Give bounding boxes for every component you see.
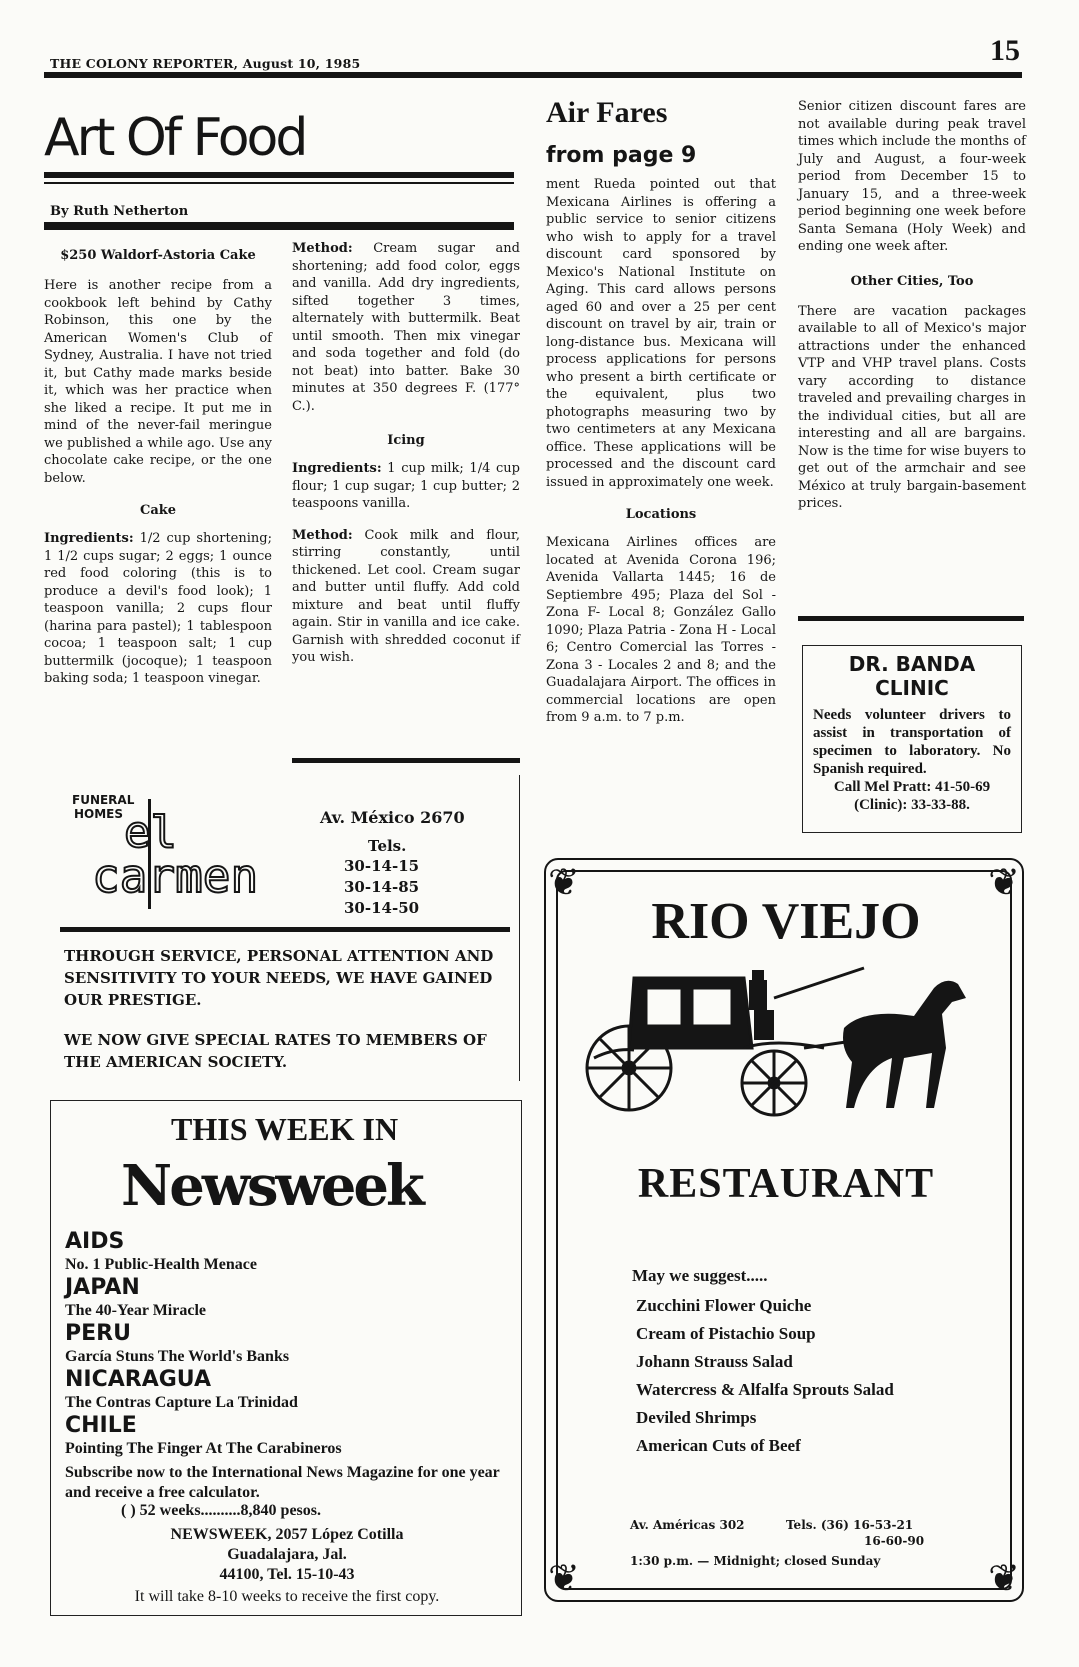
news-item-nicaragua [65, 1367, 505, 1413]
funeral-tel-1: 30-14-15 [344, 857, 420, 875]
carriage-illustration [574, 958, 994, 1128]
menu-item: Johann Strauss Salad [636, 1352, 793, 1371]
menu-list [636, 1292, 894, 1460]
page-number: 15 [990, 34, 1020, 67]
news-item-peru [65, 1321, 505, 1367]
news-label: AIDS [65, 1229, 125, 1254]
menu-suggest: May we suggest..... [632, 1266, 768, 1285]
clinic-ad [802, 645, 1022, 833]
air-end-rule [798, 616, 1024, 621]
news-label: NICARAGUA [65, 1367, 212, 1392]
newsweek-subscribe: Subscribe now to the International News Magazine for one year and receive a free calculator. [65, 1464, 500, 1501]
icing-ingredients: Ingredients: 1 cup milk; 1/4 cup flour; 1 cup sugar; 1 cup butter; 2 teaspoons vanilla. [292, 461, 520, 511]
funeral-tel-2: 30-14-85 [344, 878, 420, 896]
air-column-2 [798, 98, 1026, 513]
newsweek-order: ( ) 52 weeks..........8,840 pesos. [121, 1502, 321, 1519]
logo-el: el [124, 807, 177, 858]
ornament-top-left-icon: ❦ [548, 860, 580, 904]
cake-ingredients: Ingredients: 1/2 cup shortening; 1 1/2 cups sugar; 2 eggs; 1 ounce red food coloring (this is to produce a devil's food look); 1 teaspoon vanilla; 2 cups flour (harina para pastel); 1 tablespoon cocoa; 1 teaspoon salt; 1 cup buttermilk (jocoque); 1 teaspoon baking soda; 1 teaspoon vinegar. [44, 531, 272, 686]
funeral-address: Av. México 2670 [320, 808, 465, 827]
intro-paragraph: Here is another recipe from a cookbook left behind by Cathy Robinson, this one by the American Women's Club of Sydney, Australia. I have not tried it, but Cathy made marks beside it, which was her practice when she liked a recipe. It put me in mind of the never-fail meringue we published a while ago. Use any chocolate cake recipe, or the one below. [44, 278, 272, 486]
byline-rule [44, 222, 514, 230]
food-end-rule [292, 758, 520, 763]
ornament-bottom-right-icon: ❦ [988, 1556, 1020, 1600]
newsweek-logo: Newsweek [121, 1153, 422, 1219]
clinic-phone: (Clinic): 33-33-88. [854, 797, 970, 813]
clinic-call: Call Mel Pratt: 41-50-69 [833, 779, 991, 795]
news-sub: Pointing The Finger At The Carabineros [65, 1440, 342, 1457]
logo-homes: HOMES [74, 807, 124, 821]
news-item-chile [65, 1413, 505, 1459]
funeral-line-1: THROUGH SERVICE, PERSONAL ATTENTION AND SENSITIVITY TO YOUR NEEDS, WE HAVE GAINED OUR PRESTIGE. [64, 947, 494, 1009]
air-paragraph-4: There are vacation packages available to all of Mexico's major attractions under the enhanced VTP and VHP travel plans. Costs vary according to distance traveled and prevailing charges in the individual cities, but all are interesting and all are bargains. Now is the time for wise buyers to get out of the armchair and see México at truly bargain-basement prices. [798, 303, 1026, 511]
news-label: CHILE [65, 1413, 137, 1438]
news-item-aids [65, 1229, 505, 1275]
cake-heading: Cake [139, 503, 177, 518]
funeral-divider [60, 927, 510, 932]
newsweek-addr-2: Guadalajara, Jal. [227, 1546, 347, 1563]
clinic-title-2: CLINIC [875, 676, 949, 700]
news-sub: The 40-Year Miracle [65, 1302, 206, 1319]
locations-heading: Locations [625, 507, 697, 522]
clinic-body: Needs volunteer drivers to assist in transportation of specimen to laboratory. No Spanish required. [813, 707, 1011, 777]
funeral-line-2: WE NOW GIVE SPECIAL RATES TO MEMBERS OF THE AMERICAN SOCIETY. [64, 1031, 487, 1071]
food-column-1 [44, 238, 272, 688]
news-sub: No. 1 Public-Health Menace [65, 1256, 257, 1273]
logo-carmen: carmen [92, 849, 259, 903]
newsweek-ad [50, 1100, 522, 1616]
air-fares-title: Air Fares [546, 96, 668, 129]
restaurant-name: RIO VIEJO [651, 893, 921, 950]
ornament-top-right-icon: ❦ [988, 860, 1020, 904]
title-rule [44, 172, 514, 178]
other-cities-heading: Other Cities, Too [850, 273, 974, 289]
menu-item: Watercress & Alfalfa Sprouts Salad [636, 1380, 894, 1399]
air-column-1 [546, 176, 776, 727]
news-sub: García Stuns The World's Banks [65, 1348, 290, 1365]
ornament-bottom-left-icon: ❦ [548, 1556, 580, 1600]
menu-item: American Cuts of Beef [636, 1436, 801, 1455]
air-paragraph-3: Senior citizen discount fares are not available during peak travel times which include the months of July and August, a four-week period from December 15 to January 15, and a three-week period beginning one week before Santa Semana (Holy Week) and ending one week after. [798, 99, 1026, 254]
restaurant-tels: Tels. (36) 16-53-21 [786, 1518, 914, 1532]
icing-heading: Icing [387, 433, 425, 448]
funeral-tels-label: Tels. [368, 837, 407, 855]
cake-method: Method: Cream sugar and shortening; add food color, eggs and vanilla. Add dry ingredients, sifted together 3 times, alternately with buttermilk. Beat until smooth. Then mix vinegar and soda together and fold (do not beat) into batter. Bake 30 minutes at 350 degrees F. (177° C.). [292, 241, 520, 414]
logo-funeral: FUNERAL [72, 793, 135, 807]
restaurant-hours: 1:30 p.m. — Midnight; closed Sunday [630, 1554, 881, 1568]
food-column-2 [292, 240, 520, 667]
funeral-tel-3: 30-14-50 [344, 899, 420, 917]
menu-item: Zucchini Flower Quiche [636, 1296, 812, 1315]
restaurant-address: Av. Américas 302 [630, 1518, 745, 1532]
menu-item: Cream of Pistachio Soup [636, 1324, 816, 1343]
menu-item: Deviled Shrimps [636, 1408, 757, 1427]
air-paragraph-2: Mexicana Airlines offices are located at Avenida Corona 196; Avenida Vallarta 1445; 16 de Septiembre 495; Plaza del Sol - Zona F- Local 8; González Gallo 1090; Plaza Patria - Zona H - Local 6; Centro Comercial las Torres - Zona 3 - Locales 2 and 8; and the Guadalajara Airport. The offices in commercial locations are open from 9 a.m. to 7 p.m. [546, 535, 776, 725]
air-fares-subtitle: from page 9 [546, 143, 697, 168]
newsweek-addr-1: NEWSWEEK, 2057 López Cotilla [170, 1526, 404, 1543]
funeral-ad [50, 775, 520, 1081]
news-label: PERU [65, 1321, 131, 1346]
funeral-logo [64, 793, 324, 913]
newsweek-addr-3: 44100, Tel. 15-10-43 [219, 1566, 355, 1583]
restaurant-kind: RESTAURANT [637, 1161, 935, 1207]
news-label: JAPAN [65, 1275, 140, 1300]
news-item-japan [65, 1275, 505, 1321]
newsweek-header: THIS WEEK IN [171, 1111, 399, 1147]
news-sub: The Contras Capture La Trinidad [65, 1394, 298, 1411]
title-rule-thin [44, 182, 514, 184]
clinic-title-1: DR. BANDA [848, 652, 976, 676]
masthead-rule [44, 72, 1022, 78]
article-title: Art Of Food [44, 108, 306, 168]
recipe-title: $250 Waldorf-Astoria Cake [60, 248, 256, 263]
restaurant-tels-2: 16-60-90 [864, 1534, 925, 1548]
masthead: THE COLONY REPORTER, August 10, 1985 [50, 56, 361, 71]
icing-method: Method: Cook milk and flour, stirring constantly, until thickened. Let cool. Cream sugar and butter until fluffy. Add cold mixture and beat until fluffy again. Stir in vanilla and ice cake. Garnish with shredded coconut if you wish. [292, 527, 520, 665]
byline: By Ruth Netherton [50, 204, 189, 219]
rio-viejo-ad [544, 858, 1024, 1602]
air-paragraph-1: ment Rueda pointed out that Mexicana Airlines is offering a public service to senior citizens who wish to apply for a travel discount card sponsored by Mexico's National Institute on Aging. This card allows persons aged 60 and over a 25 per cent discount on travel by air, train or long-distance bus. Mexicana will process applications for persons who present a birth certificate or the equivalent, plus two photographs measuring two by two centimeters at any Mexicana office. These applications will be processed and the discount card issued in approximately one week. [546, 177, 776, 490]
newsweek-items [65, 1229, 505, 1459]
newsweek-footer: It will take 8-10 weeks to receive the first copy. [134, 1588, 440, 1605]
